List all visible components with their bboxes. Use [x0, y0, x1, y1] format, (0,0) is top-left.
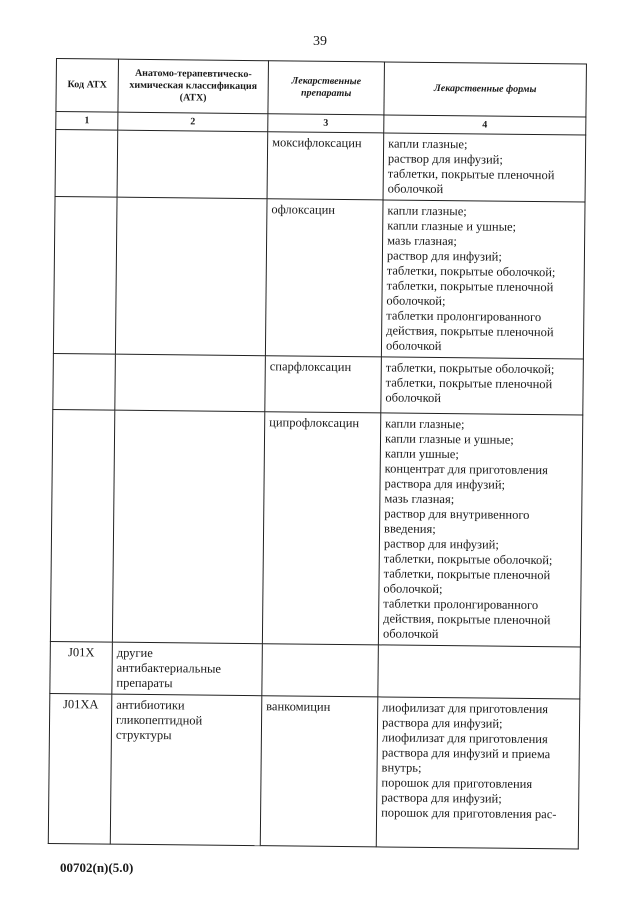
dosage-form-item: капли глазные; [385, 416, 465, 432]
classification-cell: антибиотики гликопептидной структуры [110, 694, 262, 846]
column-number: 2 [118, 112, 268, 132]
table-row [50, 409, 582, 647]
dosage-form-item: раствор для инфузий; [383, 536, 499, 552]
table-body [48, 130, 585, 850]
dosage-forms-cell [383, 133, 586, 202]
dosage-forms-cell [378, 413, 582, 647]
dosage-form-item: таблетки, покрытые пленочной оболочкой [387, 166, 555, 197]
dosage-form-item: капли глазные и ушные; [384, 431, 514, 447]
dosage-form-item: капли глазные; [387, 203, 467, 219]
dosage-form-item: капли ушные; [384, 446, 459, 462]
column-number: 3 [268, 114, 384, 133]
page-number: 39 [313, 34, 327, 49]
dosage-form-item: таблетки, покрытые пленочной оболочкой; [383, 566, 551, 597]
header-classification: Анатомо-терапевтическо-химическая классификация (АТХ) [118, 59, 269, 114]
dosage-form-item: мазь глазная; [384, 491, 455, 507]
classification-cell: другие антибактериальные препараты [112, 642, 263, 696]
header-code: Код АТХ [56, 59, 119, 113]
dosage-forms-cell [381, 357, 584, 415]
dosage-form-item: таблетки пролонгированного действия, покрытые пленочной оболочкой [382, 596, 551, 642]
classification-cell [115, 197, 267, 356]
dosage-form-item: таблетки, покрытые оболочкой; [386, 263, 556, 280]
dosage-form-item: раствор для внутривенного введения; [384, 506, 530, 537]
drug-name-cell: моксифлоксацин [267, 132, 384, 200]
dosage-form-item: раствор для инфузий; [386, 248, 502, 264]
dosage-form-item: лиофилизат для приготовления раствора для инфузий и приема внутрь; [381, 730, 551, 775]
drug-table-sheet [48, 58, 586, 850]
column-number: 1 [56, 112, 118, 131]
dosage-form-item: таблетки, покрытые оболочкой; [383, 551, 553, 568]
dosage-form-item: таблетки пролонгированного действия, покрытые пленочной оболочкой [385, 308, 554, 354]
dosage-form-item: порошок для приготовления рас- [381, 805, 557, 822]
dosage-form-item: лиофилизат для приготовления раствора для инфузий; [381, 700, 549, 731]
drug-name-cell: офлоксацин [265, 199, 383, 357]
classification-cell [115, 354, 266, 412]
drug-table [48, 58, 587, 850]
drug-name-cell: ципрофлоксацин [262, 412, 380, 645]
classification-cell [112, 410, 264, 644]
code-cell: J01X [50, 641, 113, 694]
dosage-form-item: капли глазные; [388, 136, 468, 152]
header-drugs: Лекарственные препараты [268, 61, 385, 115]
dosage-forms-cell [376, 697, 580, 849]
dosage-form-item: таблетки, покрытые пленочной оболочкой [385, 375, 553, 406]
table-row [55, 130, 586, 203]
classification-cell [117, 130, 268, 199]
dosage-forms-cell [381, 200, 585, 359]
code-cell [55, 130, 118, 198]
code-cell [50, 409, 114, 642]
dosage-form-item: капли глазные и ушные; [387, 218, 517, 234]
table-row [48, 693, 580, 849]
dosage-forms-cell [378, 645, 581, 699]
table-row [50, 641, 581, 699]
table-row [53, 196, 585, 359]
drug-name-cell [262, 644, 379, 697]
dosage-form-item: порошок для приготовления раствора для инфузий; [381, 775, 533, 806]
dosage-form-item: концентрат для приготовления раствора для инфузий; [384, 461, 548, 492]
dosage-form-item: таблетки, покрытые оболочкой; [385, 360, 555, 377]
header-forms: Лекарственные формы [384, 62, 587, 117]
dosage-form-item: таблетки, покрытые пленочной оболочкой; [386, 278, 554, 309]
table-row [53, 353, 584, 415]
code-cell: J01XA [48, 693, 112, 844]
code-cell [53, 196, 117, 354]
drug-name-cell: ванкомицин [260, 696, 378, 847]
dosage-form-item: раствор для инфузий; [387, 151, 503, 167]
header-row [56, 59, 587, 118]
code-cell [53, 353, 116, 410]
dosage-form-item: мазь глазная; [387, 233, 457, 249]
column-number: 4 [384, 115, 586, 135]
drug-name-cell: спарфлоксацин [265, 356, 382, 413]
footer-code: 00702(n)(5.0) [60, 860, 134, 875]
